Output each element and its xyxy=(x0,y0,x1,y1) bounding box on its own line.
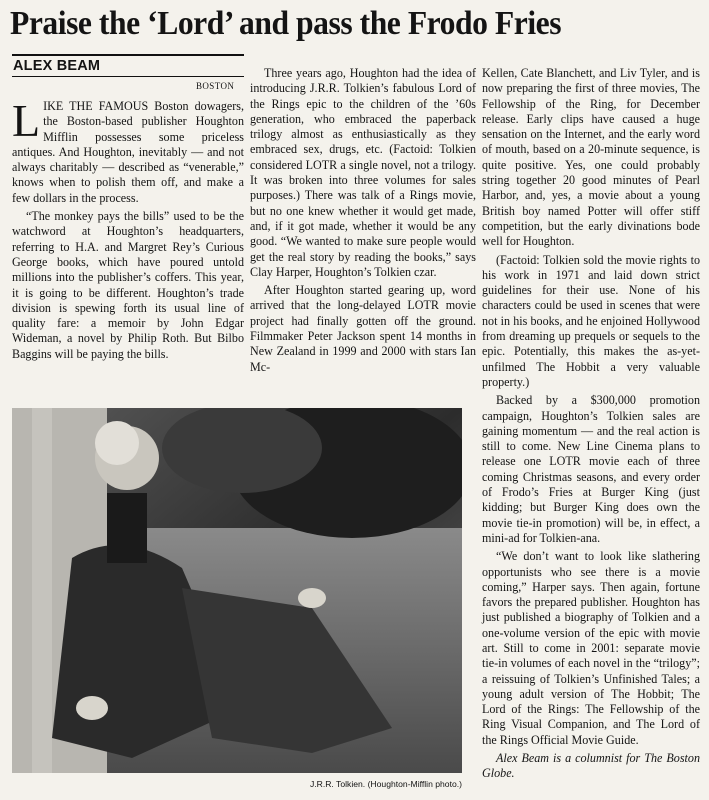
article-column-1 xyxy=(12,95,244,362)
paragraph: Kellen, Cate Blanchett, and Liv Tyler, and is now preparing the first of three movies, The Fellowship of the Ring, for December release. Early clips have caused a huge sensation on the Internet, and the early word of mouth, based on a 20-minute sequence, is quite positive. Yes, one could probably string together 20 good minutes of Pearl Harbor, and, yes, a movie about a young British boy named Potter will offer stiff competition, but the early divinations bode well for Houghton. xyxy=(482,66,700,249)
paragraph: “We don’t want to look like slathering opportunists who see there is a movie coming,” Harper says. Then again, fortune favors the prepared publisher. Houghton has just published a biography of Tolkien and a one-volume version of the epic with movie art. Still to come in 2001: separate movie tie-in volumes of each novel in the “trilogy”; a reissuing of Tolkien’s Unfinished Tales; a young adult version of The Hobbit; The Lord of the Rings: The Fellowship of the Ring Visual Companion, and The Lord of the Rings Official Movie Guide. xyxy=(482,549,700,747)
headline: Praise the ‘Lord’ and pass the Frodo Fries xyxy=(10,5,562,42)
byline-rule xyxy=(12,76,244,77)
article-column-2 xyxy=(250,66,476,375)
byline: ALEX BEAM xyxy=(13,58,101,74)
photo-caption: J.R.R. Tolkien. (Houghton-Mifflin photo.) xyxy=(309,779,462,789)
photo-image xyxy=(12,408,462,773)
paragraph: “The monkey pays the bills” used to be the watchword at Houghton’s headquarters, referring to H.A. and Margret Rey’s Curious George books, which have poured untold millions into the publisher’s coffers. This year, it is going to be different. Houghton’s trade division is spewing forth its usual line of quality fare: a memoir by John Edgar Wideman, a novel by Philip Roth. But Bilbo Baggins will be paying the bills. xyxy=(12,209,244,361)
author-note: Alex Beam is a columnist for The Boston Globe. xyxy=(482,751,700,781)
paragraph: (Factoid: Tolkien sold the movie rights to his work in 1971 and laid down strict guidelines for their use. None of his characters could be used in scenes that were not in his books, and he enjoined Hollywood from dreaming up prequels or sequels to the epic. Potentially, this makes the as-yet-unfilmed The Hobbit a very valuable property.) xyxy=(482,252,700,389)
lead-paragraph: LIKE THE FAMOUS Boston dowagers, the Boston-based publisher Houghton Mifflin possesses some priceless antiques. And Houghton, inevitably — and not always charitably — described as “venerable,” knows when to polish them off, and make a few dollars in the process. xyxy=(12,95,244,205)
tolkien-photo xyxy=(12,408,462,773)
paragraph: Backed by a $300,000 promotion campaign, Houghton’s Tolkien sales are gaining momentum — and the real action is still to come. New Line Cinema plans to release one LOTR movie each of three coming Christmas seasons, and every order of Frodo’s Fries at Burger King (just kidding; but Burger King does own the movie tie-in promotion) will be, in effect, a mini-ad for Tolkien-ana. xyxy=(482,393,700,545)
paragraph: Three years ago, Houghton had the idea of introducing J.R.R. Tolkien’s fabulous Lord of the Rings epic to the children of the ’60s generation, who embraced the paperback trilogy almost as enthusiastically as they embraced sex, drugs, etc. (Factoid: Tolkien considered LOTR a single novel, not a trilogy. It was broken into three volumes for sales purposes.) There was talk of a Rings movie, but no one knew whether it would get made, and, if it got made, whether it would be any good. “We wanted to make sure people would get the real story by reading the books,” says Clay Harper, Houghton’s Tolkien czar. xyxy=(250,66,476,279)
article-column-3 xyxy=(482,66,700,782)
dateline: BOSTON xyxy=(196,81,235,91)
drop-cap: L xyxy=(12,95,41,146)
paragraph: After Houghton started gearing up, word arrived that the long-delayed LOTR movie project had finally gotten off the ground. Filmmaker Peter Jackson spent 14 months in New Zealand in 1999 and 2000 with stars Ian Mc- xyxy=(250,283,476,374)
top-rule xyxy=(12,54,244,56)
